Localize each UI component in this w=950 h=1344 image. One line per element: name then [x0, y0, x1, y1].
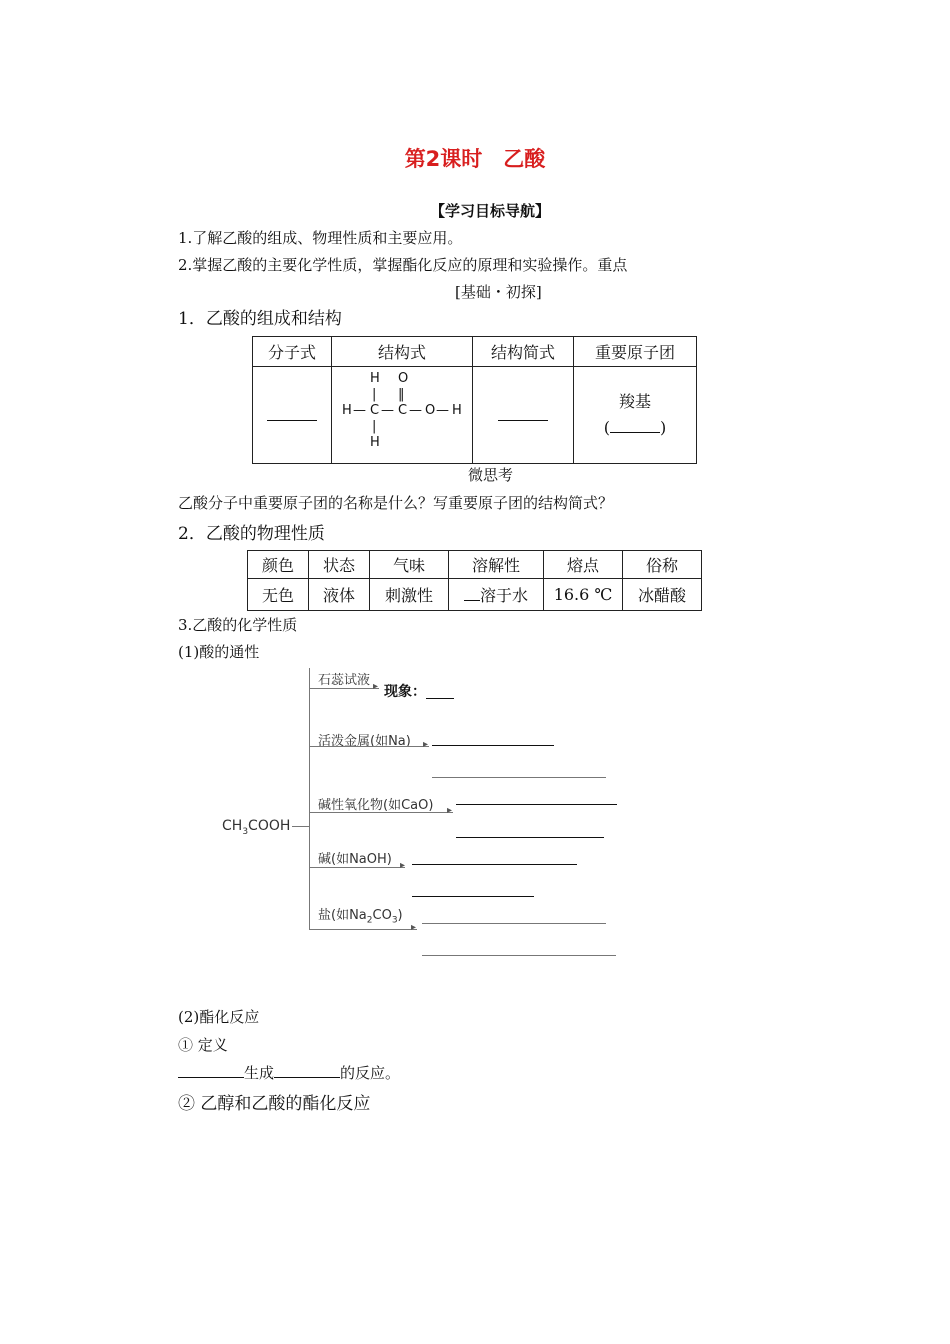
branch-metal: 活泼金属(如Na) — [318, 734, 411, 749]
bond-h4: — — [436, 403, 449, 418]
answer-blank[interactable] — [610, 431, 660, 433]
answer-blank[interactable] — [498, 419, 548, 421]
arrow-head-icon: ▸ — [411, 922, 417, 933]
value-state: 液体 — [309, 579, 370, 611]
answer-blank[interactable] — [267, 419, 317, 421]
basics-label: [基础・初探] — [455, 283, 542, 301]
branch-basic-oxide: 碱性氧化物(如CaO) — [318, 798, 434, 813]
phenomenon-label: 现象： — [384, 684, 426, 700]
connector — [292, 826, 310, 827]
bond-double: ‖ — [398, 387, 405, 402]
branch-salt: 盐(如$Na_2CO_3$) — [318, 908, 403, 926]
answer-line[interactable] — [412, 896, 534, 897]
answer-line[interactable] — [432, 777, 606, 778]
arrow-line — [309, 812, 453, 813]
value-common-name: 冰醋酸 — [623, 579, 702, 611]
atom-h-bottom: H — [370, 435, 380, 450]
bond-vertical-top: | — [372, 387, 377, 402]
answer-line[interactable] — [456, 837, 604, 838]
objective-2: 2.掌握乙酸的主要化学性质，掌握酯化反应的原理和实验操作。重点 — [178, 256, 628, 274]
arrow-head-icon: ▸ — [447, 805, 453, 816]
branch-base: 碱(如NaOH) — [318, 852, 392, 867]
value-melting-point: 16.6 ℃ — [544, 579, 623, 611]
header-odor: 气味 — [370, 551, 449, 579]
bond-h1: — — [353, 403, 366, 418]
value-color: 无色 — [248, 579, 309, 611]
answer-blank[interactable] — [178, 1076, 244, 1078]
header-structural-formula: 结构式 — [332, 337, 473, 367]
arrow-line — [309, 688, 379, 689]
header-melting-point: 熔点 — [544, 551, 623, 579]
group-formula-blank[interactable]: ( ) — [603, 418, 667, 437]
structure-table — [252, 336, 697, 464]
vertical-bracket — [309, 668, 310, 930]
objectives-heading: 【学习目标导航】 — [429, 202, 550, 220]
answer-line[interactable] — [426, 698, 454, 699]
definition-label: ① 定义 — [178, 1036, 228, 1054]
cell-molecular-formula[interactable] — [253, 367, 332, 464]
properties-table — [247, 550, 702, 611]
answer-blank[interactable] — [274, 1076, 340, 1078]
arrow-head-icon: ▸ — [423, 739, 429, 750]
arrow-line — [309, 746, 429, 747]
header-color: 颜色 — [248, 551, 309, 579]
cell-structural-formula — [332, 367, 473, 464]
atom-h-right: H — [452, 403, 462, 418]
bond-h2: — — [381, 403, 394, 418]
atom-h-top: H — [370, 371, 380, 386]
atom-c1: C — [370, 403, 380, 418]
answer-blank[interactable] — [464, 599, 480, 601]
answer-line[interactable] — [412, 864, 577, 865]
definition-sentence: 生成 的反应。 — [178, 1062, 400, 1083]
section2-heading: 2．乙酸的物理性质 — [178, 524, 325, 544]
bond-h3: — — [409, 403, 422, 418]
atom-o-top: O — [398, 371, 409, 386]
group-name: 羧基 — [618, 392, 651, 411]
atom-h-left: H — [342, 403, 352, 418]
think-question: 乙酸分子中重要原子团的名称是什么？写重要原子团的结构简式？ — [178, 494, 614, 512]
header-state: 状态 — [309, 551, 370, 579]
header-common-name: 俗称 — [623, 551, 702, 579]
section3-sub3: ② 乙醇和乙酸的酯化反应 — [178, 1094, 371, 1114]
header-molecular-formula: 分子式 — [253, 337, 332, 367]
arrow-head-icon: ▸ — [400, 860, 406, 871]
section3-sub2: (2)酯化反应 — [178, 1008, 260, 1026]
section1-heading: 1．乙酸的组成和结构 — [178, 309, 342, 329]
header-functional-group: 重要原子团 — [574, 337, 697, 367]
think-label: 微思考 — [468, 466, 514, 484]
source-formula: $CH_3COOH$ — [222, 818, 291, 837]
arrow-head-icon: ▸ — [373, 681, 379, 692]
answer-line[interactable] — [456, 804, 617, 805]
header-condensed-formula: 结构简式 — [473, 337, 574, 367]
branch-litmus: 石蕊试液 — [318, 673, 371, 688]
header-solubility: 溶解性 — [449, 551, 544, 579]
page-title: 第2课时 乙酸 — [404, 147, 546, 171]
section3-sub1: (1)酸的通性 — [178, 643, 260, 661]
atom-c2: C — [398, 403, 408, 418]
section3-heading: 3.乙酸的化学性质 — [178, 616, 298, 634]
arrow-line — [309, 929, 417, 930]
arrow-line — [309, 867, 405, 868]
atom-o-right: O — [425, 403, 436, 418]
cell-condensed-formula[interactable] — [473, 367, 574, 464]
answer-line[interactable] — [422, 955, 616, 956]
answer-line[interactable] — [422, 923, 606, 924]
cell-functional-group — [574, 367, 697, 464]
value-odor: 刺激性 — [370, 579, 449, 611]
objective-1: 1.了解乙酸的组成、物理性质和主要应用。 — [178, 229, 463, 247]
value-solubility: 溶于水 — [449, 579, 544, 611]
answer-line[interactable] — [432, 745, 554, 746]
bond-vertical-bottom: | — [372, 419, 377, 434]
